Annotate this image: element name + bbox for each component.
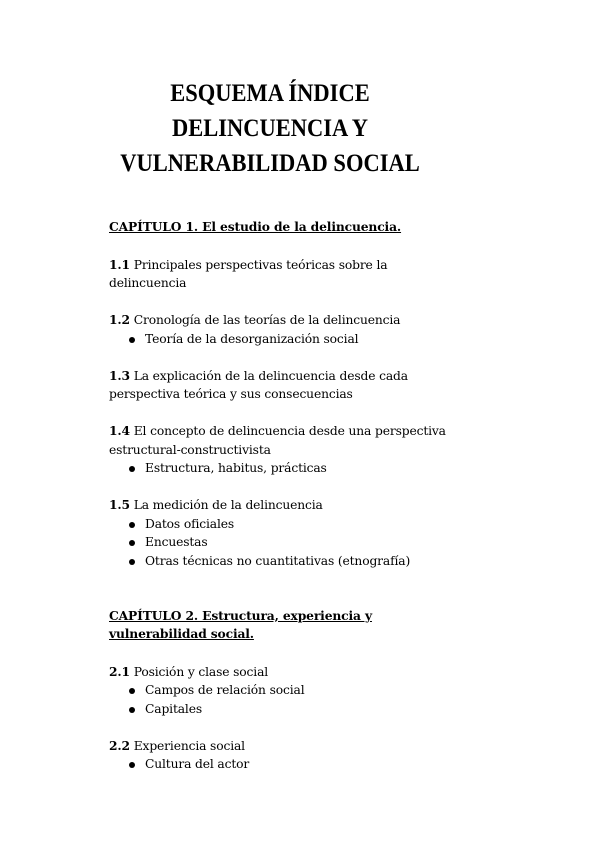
title-line: ESQUEMA ÍNDICE [170, 80, 370, 107]
section-text: perspectiva teórica y sus consecuencias [109, 387, 353, 401]
title-line: DELINCUENCIA Y [171, 115, 369, 142]
bullet-list [109, 515, 509, 571]
title-line: VULNERABILIDAD SOCIAL [120, 150, 420, 177]
list-item: Datos oficiales [109, 515, 509, 534]
section-1-3 [109, 367, 509, 404]
bullet-icon [129, 466, 135, 472]
chapter-1-heading: CAPÍTULO 1. El estudio de la delincuencia. [109, 219, 402, 234]
section-text: Posición y clase social [133, 664, 269, 679]
section-text: La medición de la delincuencia [133, 498, 323, 512]
section-number: 1.2 [109, 312, 130, 327]
section-number: 1.4 [109, 423, 130, 438]
section-text: delincuencia [109, 276, 187, 290]
bullet-icon [129, 707, 135, 713]
section-text: Experiencia social [133, 738, 245, 753]
list-item: Campos de relación social [109, 681, 509, 700]
section-text: Principales perspectivas teóricas sobre la [133, 257, 388, 272]
section-1-4 [109, 422, 509, 478]
section-1-5 [109, 496, 509, 570]
list-item: Cultura del actor [109, 755, 509, 774]
bullet-icon [129, 762, 135, 768]
bullet-list [109, 330, 509, 349]
bullet-icon [129, 522, 135, 528]
bullet-icon [129, 559, 135, 565]
list-item: Teoría de la desorganización social [109, 330, 509, 349]
list-item: Otras técnicas no cuantitativas (etnografía) [109, 552, 509, 571]
document-body [109, 218, 509, 792]
bullet-list [109, 681, 509, 718]
section-number: 1.5 [109, 497, 130, 512]
section-1-2 [109, 311, 509, 348]
section-number: 1.1 [109, 256, 130, 272]
chapter-2-heading: CAPÍTULO 2. Estructura, experiencia y vulnerabilidad social. [109, 607, 372, 641]
list-item: Encuestas [109, 533, 509, 552]
bullet-list [109, 755, 509, 774]
section-text: El concepto de delincuencia desde una perspectiva [133, 424, 446, 438]
document-title [27, 76, 513, 181]
bullet-icon [129, 337, 135, 343]
bullet-icon [129, 540, 135, 546]
section-number: 1.3 [109, 367, 130, 383]
section-text: Cronología de las teorías de la delincuencia [133, 313, 401, 327]
section-2-1 [109, 663, 509, 719]
section-1-1 [109, 256, 509, 293]
section-number: 2.2 [109, 737, 130, 753]
section-text: La explicación de la delincuencia desde cada [133, 368, 408, 383]
section-text: estructural-constructivista [109, 442, 271, 457]
section-number: 2.1 [109, 663, 130, 679]
bullet-list [109, 459, 509, 478]
list-item: Capitales [109, 700, 509, 719]
section-2-2 [109, 737, 509, 774]
bullet-icon [129, 688, 135, 694]
list-item: Estructura, habitus, prácticas [109, 459, 509, 478]
